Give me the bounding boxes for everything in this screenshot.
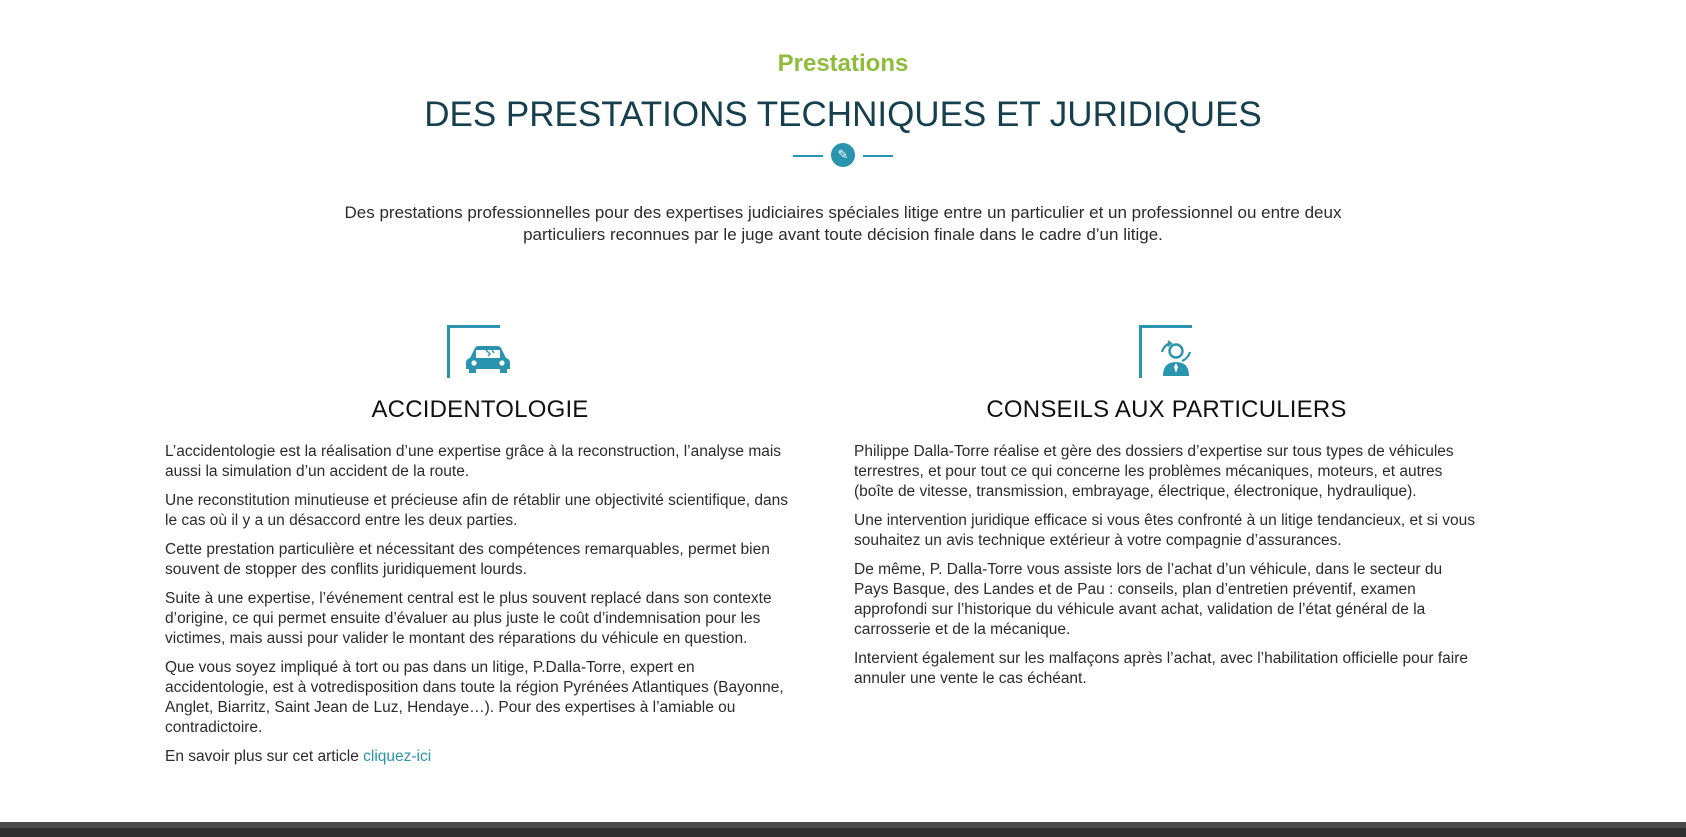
taskbar (0, 822, 1686, 837)
section-kicker: Prestations (777, 50, 909, 77)
service-paragraph: Philippe Dalla-Torre réalise et gère des dossiers d’expertise sur tous types de véhicules terrestres, et pour tout ce qui concerne les problèmes mécaniques, moteurs, et autres (boîte de vitesse, transmission, embrayage, électrique, électronique, hydraulique). (854, 443, 1454, 500)
service-paragraph: Une intervention juridique efficace si vous êtes confronté à un litige tendancieux, et si vous souhaitez un avis technique extérieur à votre compagnie d’assurances. (854, 512, 1475, 549)
service-paragraph: Intervient également sur les malfaçons après l’achat, avec l’habilitation officielle pour faire annuler une vente le cas échéant. (854, 650, 1469, 687)
title-divider (793, 143, 893, 169)
service-paragraph: L’accidentologie est la réalisation d’une expertise grâce à la reconstruction, l’analyse mais aussi la simulation d’un accident de la route. (165, 443, 782, 480)
service-paragraph: De même, P. Dalla-Torre vous assiste lors de l’achat d’un véhicule, dans le secteur du Pays Basque, des Landes et de Pau : conseils, plan d’entretien préventif, examen approfondi sur l’historique du véhicule avant achat, validation de l’état général de la carrosserie et de la mécanique. (854, 561, 1443, 638)
service-title: ACCIDENTOLOGIE (371, 396, 589, 423)
divider-line-right (863, 155, 893, 157)
tools-icon: ✎ (831, 143, 855, 167)
taskbar-stripe (0, 822, 1686, 828)
divider-line-left (793, 155, 823, 157)
car-crash-icon (447, 325, 500, 378)
service-paragraph: Que vous soyez impliqué à tort ou pas dans un litige, P.Dalla-Torre, expert en accidentologie, est à votredisposition dans toute la région Pyrénées Atlantiques (Bayonne, Anglet, Biarritz, Saint Jean de Luz, Hendaye…). Pour des expertises à l’amiable ou contradictoire. (165, 659, 784, 736)
service-paragraph: Suite à une expertise, l’événement central est le plus souvent replacé dans son contexte d’origine, ce qui permet ensuite d’évaluer au plus juste le coût d’indemnisation pour les victimes, mais aussi pour valider le montant des réparations du véhicule en question. (165, 590, 772, 647)
read-more-link[interactable]: cliquez-ici (363, 748, 432, 765)
service-conseils (854, 325, 1479, 698)
service-paragraph: Une reconstitution minutieuse et précieuse afin de rétablir une objectivité scientifique, dans le cas où il y a un désaccord entre les deux parties. (165, 492, 788, 529)
service-paragraph: Cette prestation particulière et nécessitant des compétences remarquables, permet bien souvent de stopper des conflits juridiquement lourds. (165, 541, 770, 578)
service-title: CONSEILS AUX PARTICULIERS (986, 396, 1347, 423)
advisor-icon (1139, 325, 1192, 378)
intro-text: Des prestations professionnelles pour des expertises judiciaires spéciales litige entre un particulier et un professionnel ou entre deux particuliers reconnues par le juge avant toute décision finale dans le cadre d’un litige. (344, 203, 1342, 244)
page-title: DES PRESTATIONS TECHNIQUES ET JURIDIQUES (424, 95, 1262, 134)
read-more-text: En savoir plus sur cet article (165, 748, 364, 765)
read-more-paragraph (165, 747, 795, 767)
service-accidentologie (165, 325, 795, 776)
